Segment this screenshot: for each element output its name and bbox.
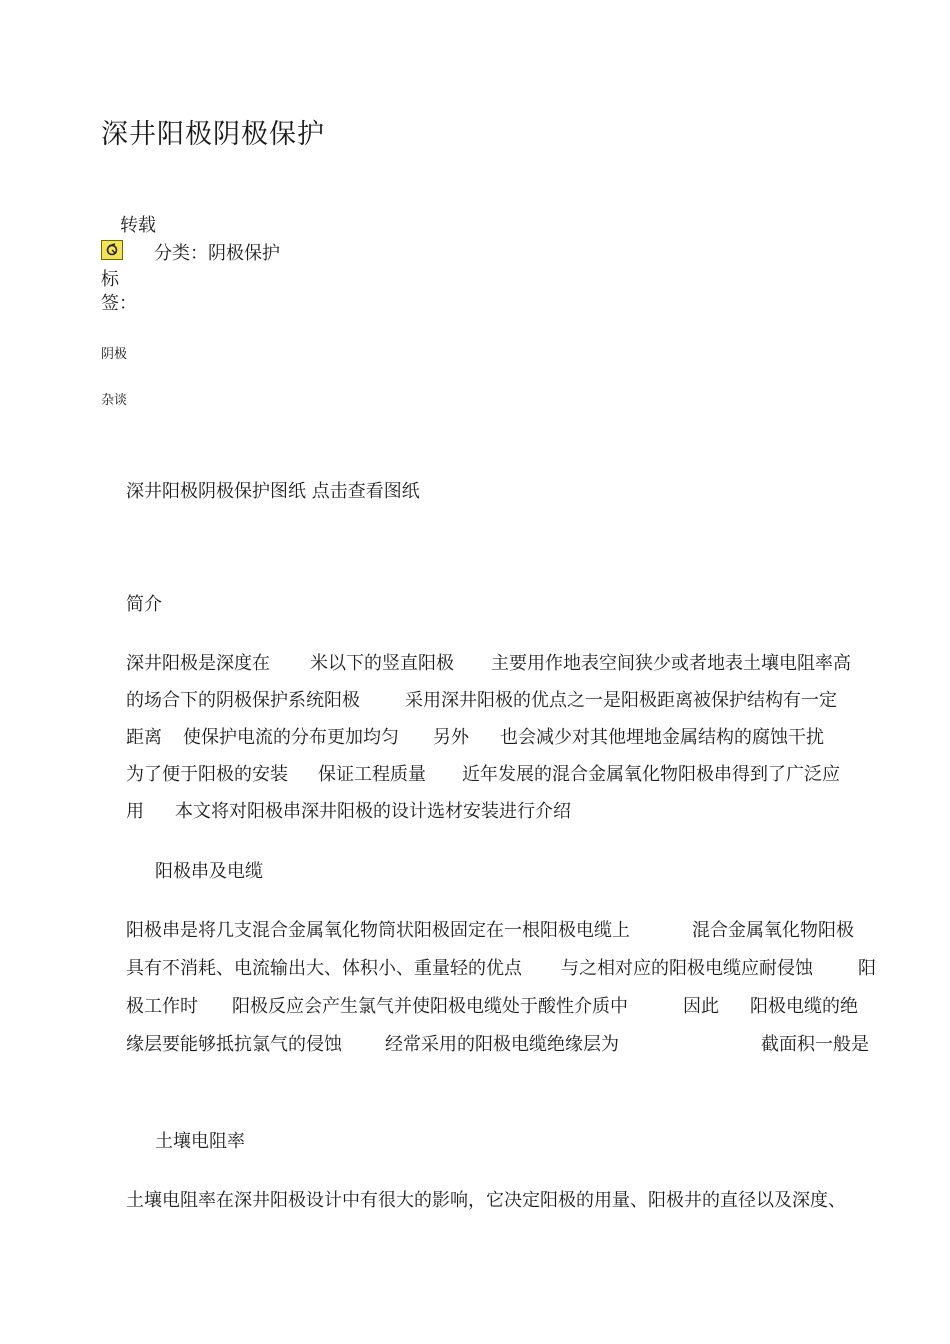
text-segment: 用 xyxy=(126,801,144,822)
text-segment: 因此 xyxy=(683,996,719,1017)
text-segment: 阳极串是将几支混合金属氧化物筒状阳极固定在一根阳极电缆上 xyxy=(126,920,630,941)
text-segment: 距离 xyxy=(126,727,162,748)
text-segment: 另外 xyxy=(433,727,469,748)
tags-label-top: 标 xyxy=(101,269,119,290)
section-heading: 土壤电阻率 xyxy=(155,1131,245,1152)
text-segment: 极工作时 xyxy=(126,996,198,1017)
text-segment: 深井阳极是深度在 xyxy=(126,653,270,674)
category-icon xyxy=(101,240,123,260)
text-segment: 也会减少对其他埋地金属结构的腐蚀干扰 xyxy=(500,727,824,748)
text-segment: 采用深井阳极的优点之一是阳极距离被保护结构有一定 xyxy=(405,690,837,711)
section-heading: 阳极串及电缆 xyxy=(155,861,263,882)
page-title: 深井阳极阴极保护 xyxy=(101,119,325,150)
section-heading: 简介 xyxy=(126,594,162,615)
text-segment: 阳极反应会产生氯气并使阳极电缆处于酸性介质中 xyxy=(232,996,628,1017)
text-segment: 的场合下的阴极保护系统阳极 xyxy=(126,690,360,711)
text-segment: 保证工程质量 xyxy=(318,764,426,785)
drawing-link[interactable]: 深井阳极阴极保护图纸 点击查看图纸 xyxy=(126,481,420,502)
category-link[interactable]: 分类：阴极保护 xyxy=(154,243,280,264)
tags-label-bottom: 签： xyxy=(101,293,137,314)
text-segment: 缘层要能够抵抗氯气的侵蚀 xyxy=(126,1034,342,1055)
text-segment: 主要用作地表空间狭少或者地表土壤电阻率高 xyxy=(491,653,851,674)
text-segment: 阳极电缆的绝 xyxy=(750,996,858,1017)
text-segment: 土壤电阻率在深井阳极设计中有很大的影响，它决定阳极的用量、阳极井的直径以及深度、 xyxy=(126,1190,846,1211)
text-segment: 经常采用的阳极电缆绝缘层为 xyxy=(385,1034,619,1055)
text-segment: 本文将对阳极串深井阳极的设计选材安装进行介绍 xyxy=(175,801,571,822)
repost-label: 转载 xyxy=(120,215,156,236)
text-segment: 近年发展的混合金属氧化物阳极串得到了广泛应 xyxy=(462,764,840,785)
text-segment: 为了便于阳极的安装 xyxy=(126,764,288,785)
text-segment: 使保护电流的分布更加均匀 xyxy=(183,727,399,748)
text-segment: 混合金属氧化物阳极 xyxy=(692,920,854,941)
text-segment: 与之相对应的阳极电缆应耐侵蚀 xyxy=(561,958,813,979)
text-segment: 具有不消耗、电流输出大、体积小、重量轻的优点 xyxy=(126,958,522,979)
text-segment: 截面积一般是 xyxy=(761,1034,869,1055)
tag-link[interactable]: 阴极 xyxy=(101,347,128,362)
text-segment: 阳 xyxy=(858,958,876,979)
tag-link[interactable]: 杂谈 xyxy=(101,393,128,408)
text-segment: 米以下的竖直阳极 xyxy=(310,653,454,674)
